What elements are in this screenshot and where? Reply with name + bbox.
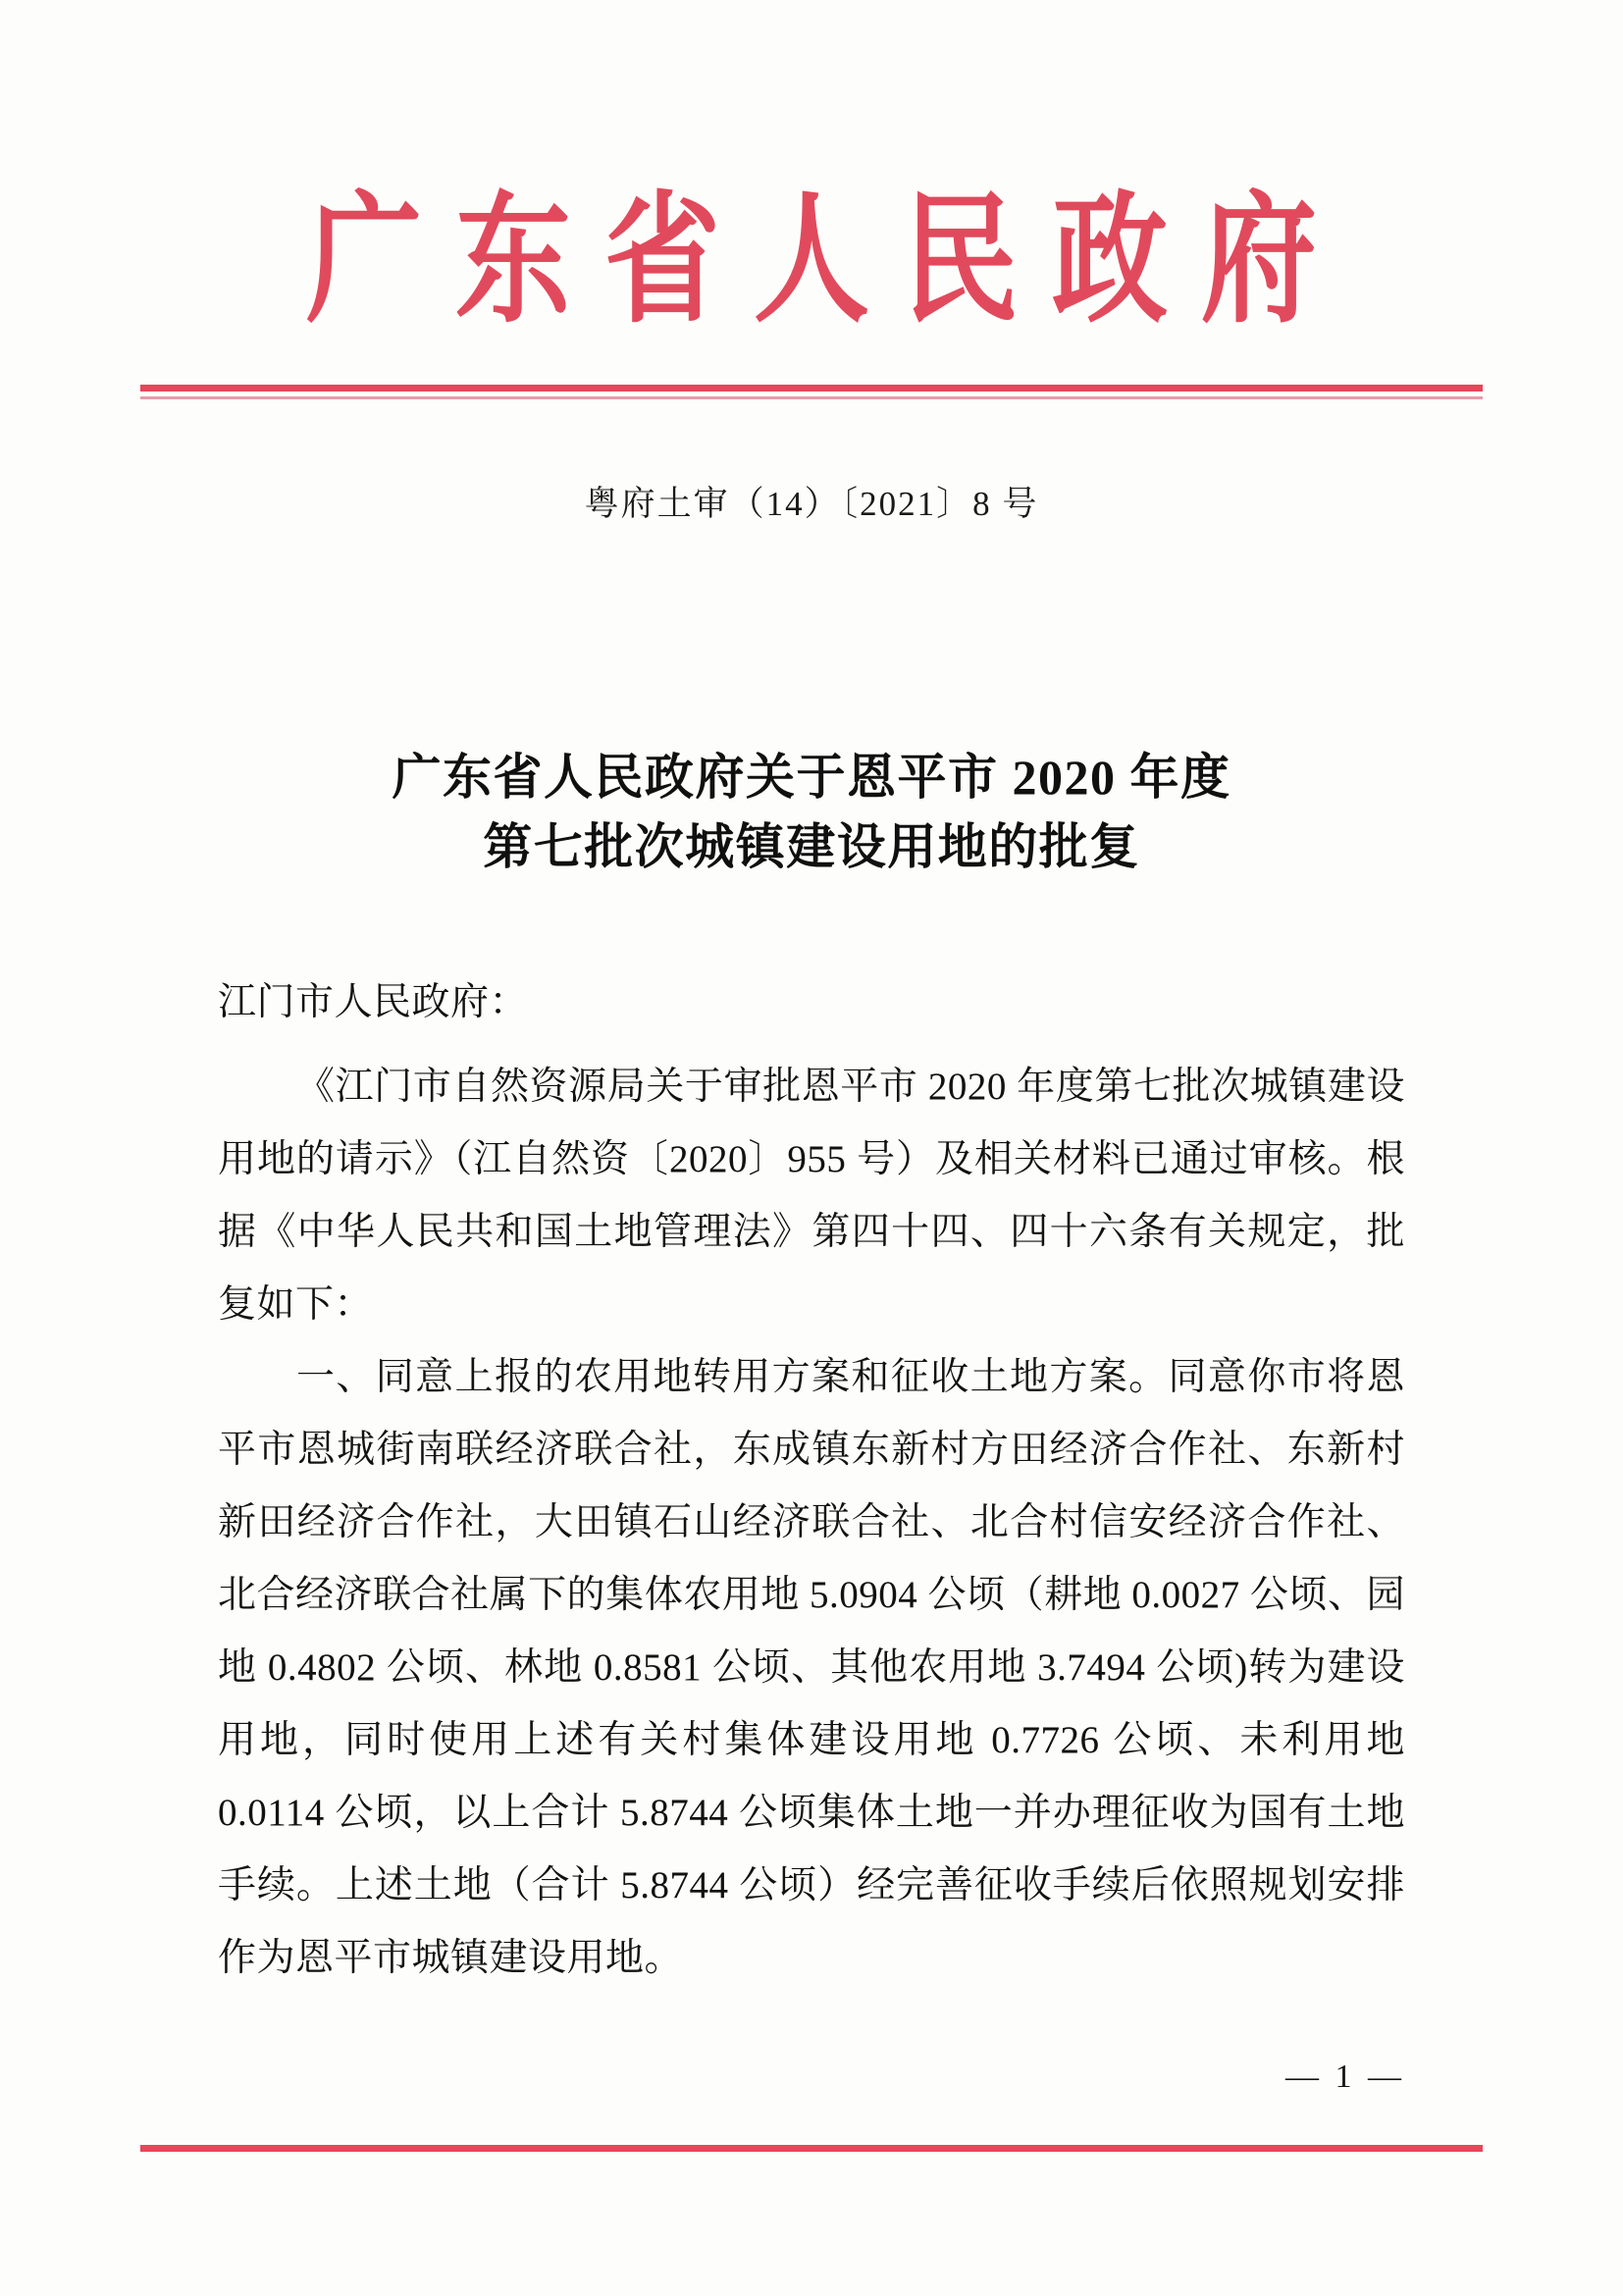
addressee: 江门市人民政府： xyxy=(218,981,529,1023)
paragraph-intro: 《江门市自然资源局关于审批恩平市 2020 年度第七批次城镇建设用地的请示》（江自然资〔2020〕955 号）及相关材料已通过审核。根据《中华人民共和国土地管理法》第四十四、四十六条有关规定，批复如下： xyxy=(218,1066,1405,1326)
issuing-organization-title: 广东省人民政府 xyxy=(305,183,1350,340)
masthead-rule-thin xyxy=(140,396,1483,399)
footer-divider xyxy=(140,2145,1483,2152)
document-number: 粤府土审（14）〔2021〕8 号 xyxy=(584,485,1039,523)
page-title-line-2: 第七批次城镇建设用地的批复 xyxy=(483,819,1140,874)
masthead xyxy=(0,183,1623,340)
page-title-line-1: 广东省人民政府关于恩平市 2020 年度 xyxy=(392,750,1231,805)
document-body xyxy=(218,966,1405,1995)
masthead-divider xyxy=(140,385,1483,399)
masthead-rule-thick xyxy=(140,385,1483,391)
page-title xyxy=(243,743,1380,882)
page-number: — 1 — xyxy=(1285,2059,1405,2095)
paragraph-one: 一、同意上报的农用地转用方案和征收土地方案。同意你市将恩平市恩城街南联经济联合社，东成镇东新村方田经济合作社、东新村新田经济合作社，大田镇石山经济联合社、北合村信安经济合作社、北合经济联合社属下的集体农用地 5.0904 公顷（耕地 0.0027 公顷、园地 0.4802 公顷、林地 0.8581 公顷、其他农用地 3.7494 公顷)转为建设用地，同时使用上述有关村集体建设用地 0.7726 公顷、未利用地 0.0114 公顷，以上合计 5.8744 公顷集体土地一并办理征收为国有土地手续。上述土地（合计 5.8744 公顷）经完善征收手续后依照规划安排作为恩平市城镇建设用地。 xyxy=(218,1356,1405,1979)
